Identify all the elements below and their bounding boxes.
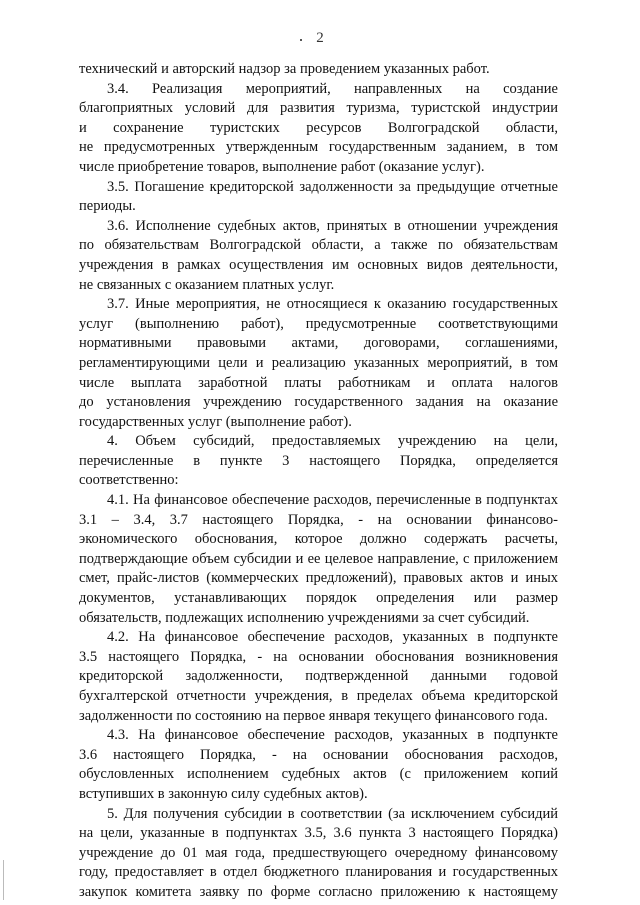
text-line: технический и авторский надзор за проведением указанных работ. [79,61,490,77]
text-line: 3.1 – 3.4, 3.7 настоящего Порядка, - на основании финансово- [79,511,558,528]
text-line: учреждения в рамках осуществления им основных видов деятельности, [79,256,558,273]
text-line: 3.7. Иные мероприятия, не относящиеся к оказанию государственных [107,296,558,313]
text-line: и сохранение туристских ресурсов Волгоградской области, [79,119,558,136]
text-line: перечисленные в пункте 3 настоящего Порядка, определяется [79,452,558,469]
text-line: государственных услуг (выполнение работ). [79,413,352,430]
text-line: нормативными правовыми актами, договорами, соглашениями, [79,335,558,352]
text-line: не связанных с оказанием платных услуг. [79,276,335,293]
scan-edge-mark [3,860,4,900]
text-line: соответственно: [79,472,179,489]
text-line: вступивших в законную силу судебных актов). [79,785,368,802]
text-line: 4.2. На финансовое обеспечение расходов, указанных в подпункте [107,629,558,646]
text-line: закупок комитета заявку по форме согласно приложению к настоящему [79,883,558,900]
text-line: на цели, указанные в подпунктах 3.5, 3.6 пункта 3 настоящего Порядка) [79,825,558,842]
text-line: периоды. [79,198,136,215]
text-line: услуг (выполнению работ), предусмотренные соответствующими [79,315,558,332]
text-line: 4.1. На финансовое обеспечение расходов, перечисленные в подпунктах [107,492,558,509]
text-line: числе выплата заработной платы работникам и оплата налогов [79,374,558,391]
text-line: 3.5 настоящего Порядка, - на основании обоснования возникновения [79,648,558,665]
text-line: 4. Объем субсидий, предоставляемых учреждению на цели, [107,433,558,450]
text-line: обязательств, подлежащих исполнению учреждениями за счет субсидий. [79,609,530,626]
text-line: подтверждающие объем субсидии и ее целевое направление, с приложением [79,550,558,567]
text-line: 3.6. Исполнение судебных актов, принятых в отношении учреждения [107,217,558,234]
text-line: 3.4. Реализация мероприятий, направленных на создание [107,80,558,97]
text-line: обусловленных исполнением судебных актов (с приложением копий [79,766,558,783]
text-line: учреждение до 01 мая года, предшествующего очередному финансовому [79,844,558,861]
text-line: 4.3. На финансовое обеспечение расходов, указанных в подпункте [107,727,558,744]
text-line: благоприятных условий для развития туризма, туристской индустрии [79,100,558,117]
text-line: году, предоставляет в отдел бюджетного планирования и государственных [79,864,558,881]
text-line: числе приобретение товаров, выполнение работ (оказание услуг). [79,158,485,175]
text-line: задолженности по состоянию на первое января текущего финансового года. [79,707,548,724]
page-number: 2 [316,30,324,46]
text-line: кредиторской задолженности, подтвержденной данными годовой [79,668,558,685]
text-line: до установления учреждению государственного задания на оказание [79,394,558,411]
document-body [79,60,558,903]
text-line: 5. Для получения субсидии в соответствии (за исключением субсидий [107,805,558,822]
text-line: регламентирующими цели и реализацию указанных мероприятий, в том [79,354,558,371]
text-line: смет, прайс-листов (коммерческих предложений), правовых актов и иных [79,570,558,587]
text-line: по обязательствам Волгоградской области, а также по обязательствам [79,237,558,254]
text-line: 3.6 настоящего Порядка, - на основании обоснования расходов, [79,746,558,763]
text-line: 3.5. Погашение кредиторской задолженности за предыдущие отчетные [107,178,558,195]
text-line: бухгалтерской отчетности учреждения, в пределах объема кредиторской [79,688,558,704]
text-line: документов, устанавливающих порядок определения или размер [79,590,558,607]
text-line: не предусмотренных утвержденным государственным заданием, в том [79,139,558,156]
text-line: экономического обоснования, которое должно содержать расчеты, [79,531,558,548]
